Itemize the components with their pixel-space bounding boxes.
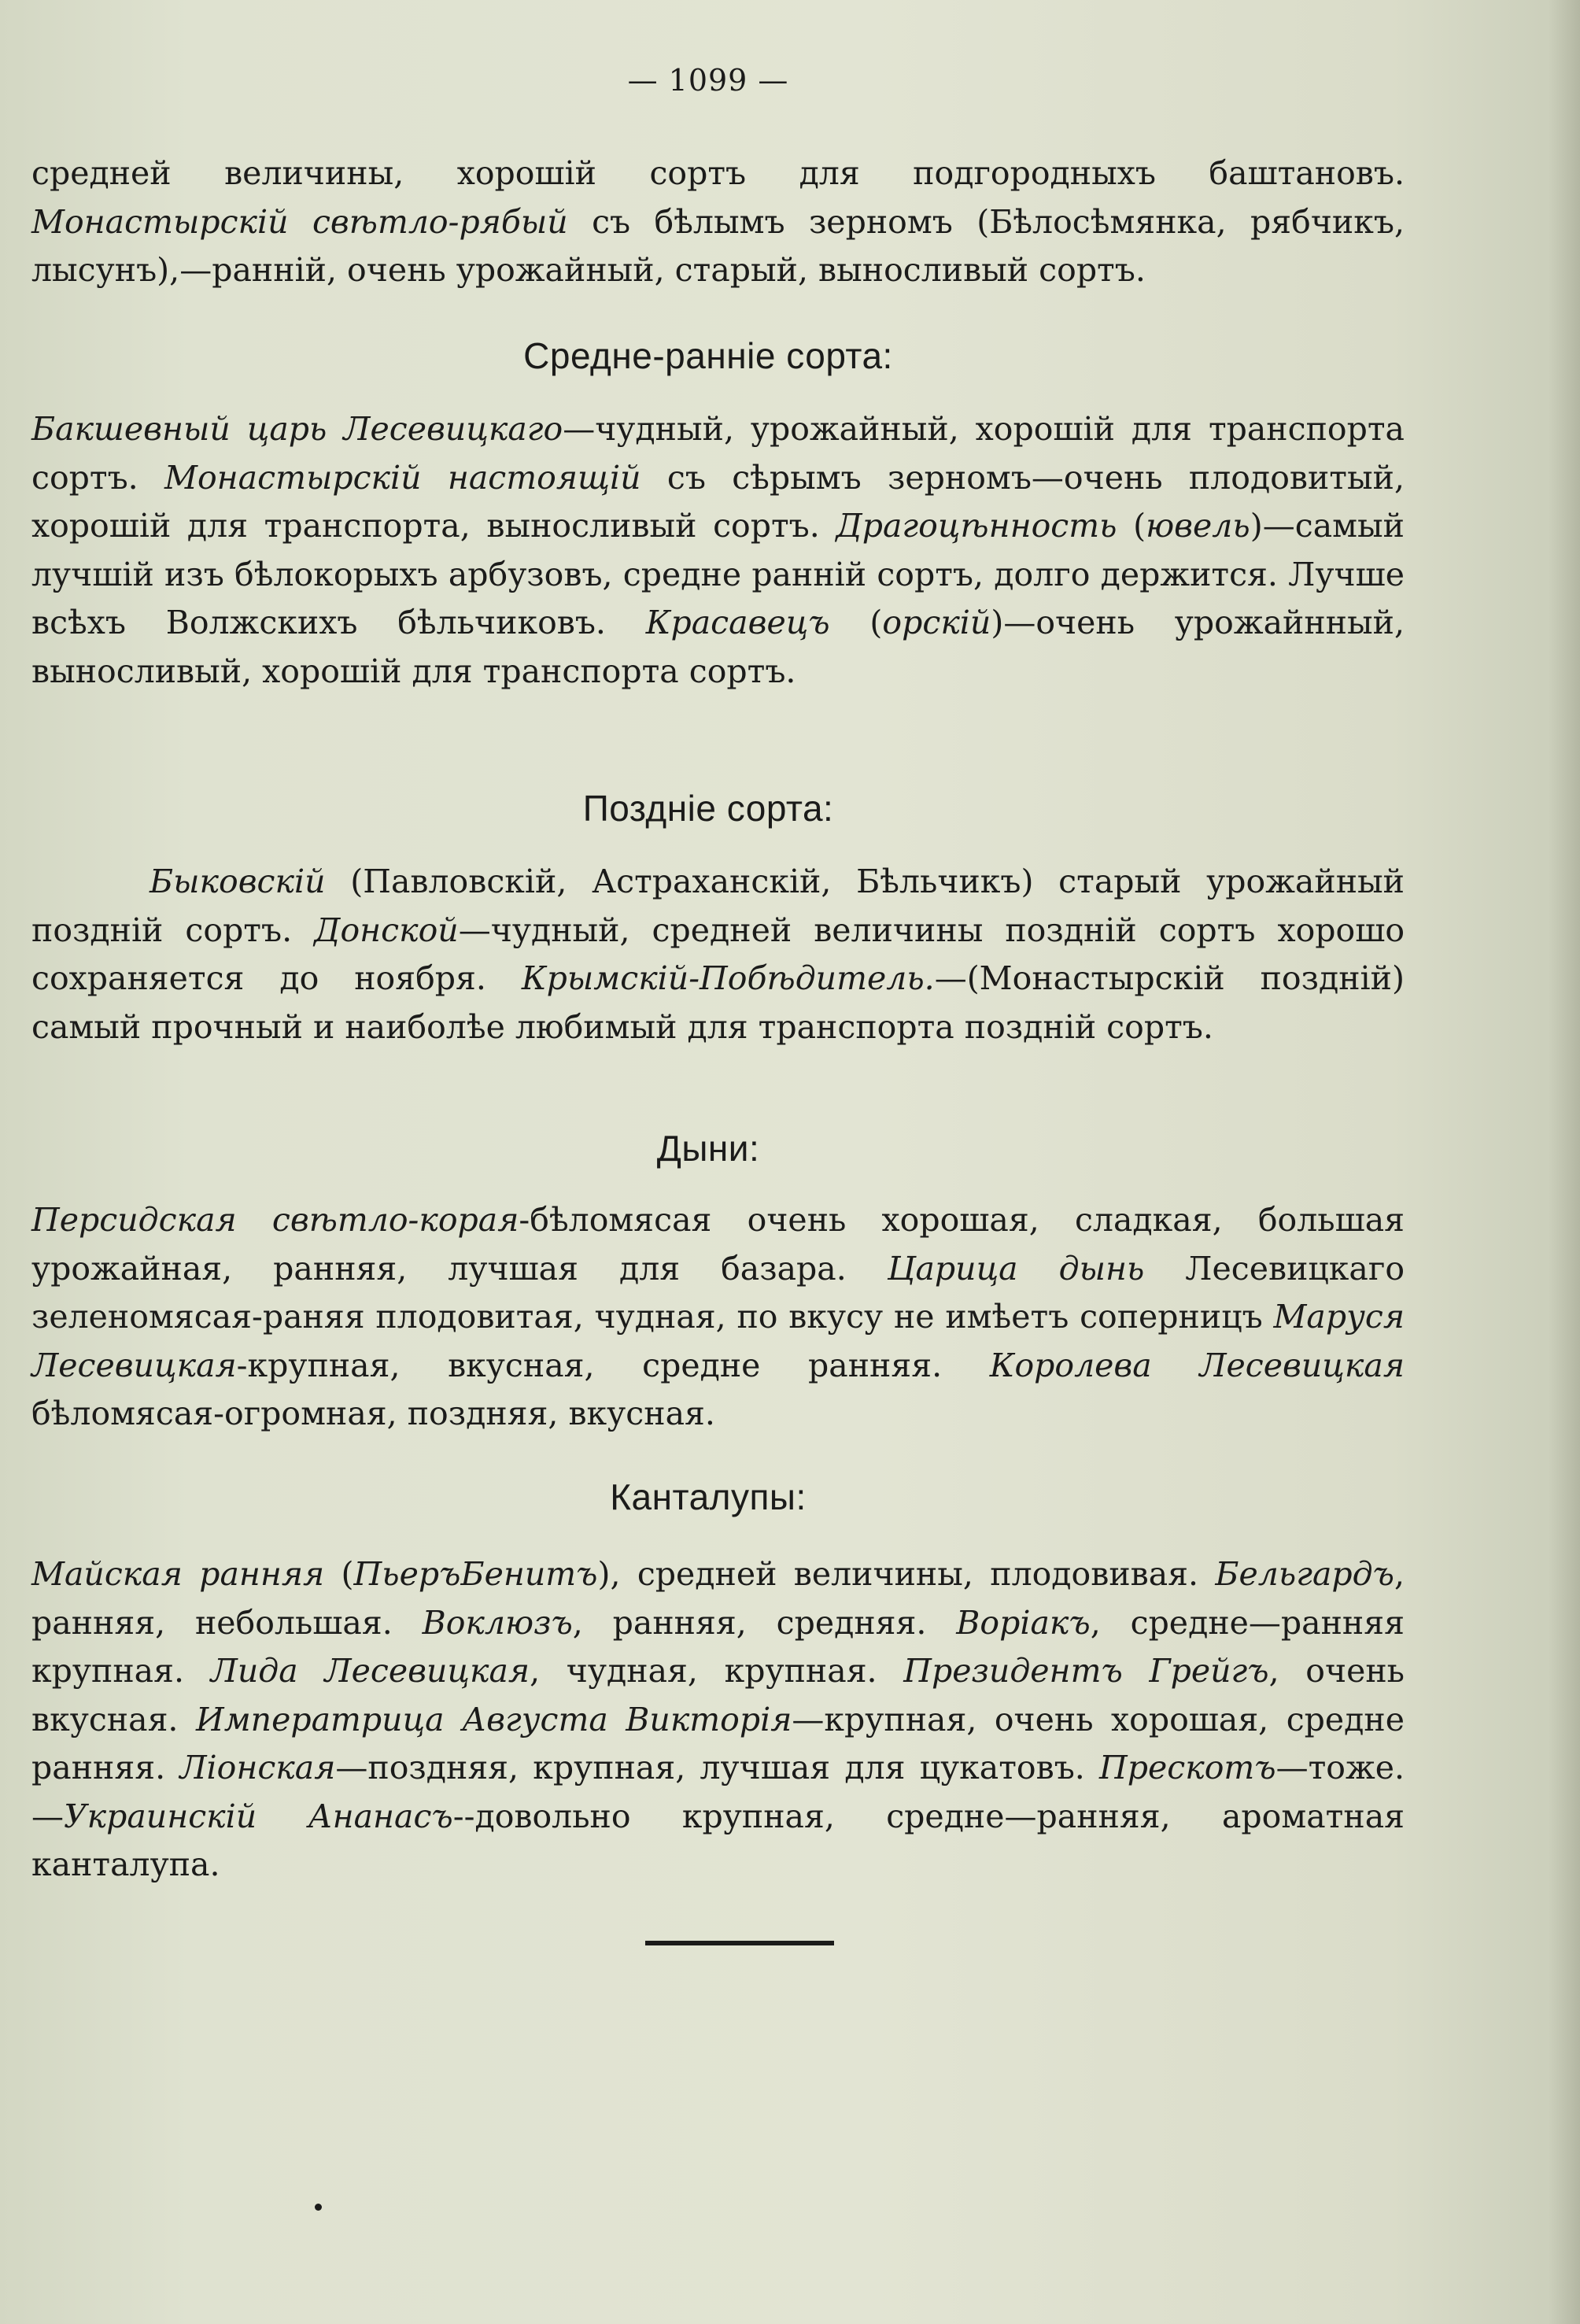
cantaloupes-text-11: --довольно крупная, средне—ранняя, ароматная канталупа.: [31, 1797, 1405, 1883]
cantaloupes-variety-11: Украинскій Ананасъ: [64, 1797, 453, 1835]
late-paragraph: [31, 858, 1405, 1051]
late-variety-2: Донской: [314, 911, 459, 949]
heading-mid-early: Средне-ранніе сорта:: [523, 335, 893, 376]
mid-early-variety-5: Красавецъ: [645, 604, 830, 641]
intro-variety-1: Монастырскій свѣтло-рябый: [31, 202, 568, 241]
cantaloupes-text-2: ), средней величины, плодовивая.: [597, 1555, 1216, 1593]
cantaloupes-text-4: , ранняя, средняя.: [572, 1603, 957, 1642]
section-end-rule: [645, 1941, 834, 1945]
cantaloupes-variety-1: Майская ранняя: [31, 1555, 325, 1593]
heading-cantaloupes: Канталупы:: [610, 1476, 807, 1517]
cantaloupes-text-8: —крупная, очень хорошая, средне ранняя.: [31, 1700, 1405, 1786]
cantaloupes-variety-6: Лида Лесевицкая: [210, 1652, 530, 1690]
mid-early-variety-4: ювель: [1146, 507, 1250, 545]
intro-text-1: средней величины, хорошій сортъ для подгородныхъ баштановъ.: [31, 154, 1405, 192]
late-text-2: —чудный, средней величины поздній сортъ хорошо сохраняется до ноября.: [31, 911, 1405, 997]
cantaloupes-text-9: —поздняя, крупная, лучшая для цукатовъ.: [335, 1749, 1100, 1786]
cantaloupes-variety-8: Императрица Августа Викторія: [195, 1700, 792, 1738]
cantaloupes-variety-5: Воріакъ: [956, 1603, 1091, 1642]
intro-paragraph: [31, 150, 1405, 295]
mid-early-variety-1: Бакшевный царь Лесевицкаго: [31, 410, 563, 448]
mid-early-text-1: —чудный, урожайный, хорошій для транспорта сортъ.: [31, 410, 1405, 497]
melons-paragraph: [31, 1196, 1405, 1439]
mid-early-text-3: (: [1117, 507, 1146, 545]
mid-early-variety-3: Драгоцѣнность: [836, 507, 1117, 545]
heading-late: Поздніе сорта:: [582, 788, 834, 829]
melons-variety-4: Королева Лесевицкая: [989, 1346, 1405, 1384]
melons-text-4: бѣломясая-огромная, поздняя, вкусная.: [31, 1395, 715, 1432]
mid-early-text-4: )—самый лучшій изъ бѣлокорыхъ арбузовъ, средне ранній сортъ, долго держится. Лучше всѣхъ Волжскихъ бѣльчиковъ.: [31, 507, 1405, 641]
cantaloupes-text-6: , чудная, крупная.: [530, 1652, 904, 1690]
cantaloupes-variety-2: ПьеръБенитъ: [353, 1555, 598, 1593]
mid-early-text-6: )—очень урожайнный, выносливый, хорошій для транспорта сортъ.: [31, 604, 1405, 690]
melons-text-1: -бѣломясая очень хорошая, сладкая, большая урожайная, ранняя, лучшая для базара.: [31, 1201, 1405, 1288]
intro-text-2: съ бѣлымъ зерномъ (Бѣлосѣмянка, рябчикъ, лысунъ),—ранній, очень урожайный, старый, выносливый сортъ.: [31, 202, 1405, 289]
cantaloupes-text-3: , ранняя, небольшая.: [31, 1555, 1405, 1642]
page-number: — 1099 —: [627, 63, 789, 98]
cantaloupes-variety-4: Воклюзъ: [422, 1603, 573, 1642]
late-text-3: —(Монастырскій поздній) самый прочный и наиболѣе любимый для транспорта поздній сортъ.: [31, 959, 1405, 1046]
cantaloupes-text-10: —тоже.—: [31, 1749, 1405, 1835]
melons-text-2: Лесевицкаго зеленомясая-раняя плодовитая, чудная, по вкусу не имѣетъ соперницъ: [31, 1249, 1405, 1336]
cantaloupes-variety-3: Бельгардъ: [1215, 1555, 1394, 1593]
mid-early-paragraph: [31, 405, 1405, 696]
late-variety-1: Быковскій: [150, 863, 326, 900]
heading-melons: Дыни:: [656, 1128, 760, 1169]
cantaloupes-variety-10: Прескотъ: [1099, 1749, 1276, 1786]
mid-early-variety-6: орскій: [882, 604, 991, 641]
mid-early-variety-2: Монастырскій настоящій: [164, 458, 641, 497]
cantaloupes-variety-9: Ліонская: [179, 1749, 336, 1786]
cantaloupes-variety-7: Президентъ Грейгъ: [903, 1652, 1269, 1690]
melons-variety-1: Персидская свѣтло-корая: [31, 1201, 519, 1239]
ink-speck: [315, 2204, 322, 2211]
melons-variety-2: Царица дынь: [887, 1249, 1145, 1288]
cantaloupes-text-7: , очень вкусная.: [31, 1652, 1405, 1738]
spine-shadow: [1549, 0, 1580, 2324]
mid-early-text-5: (: [829, 604, 883, 641]
cantaloupes-paragraph: [31, 1550, 1405, 1890]
melons-variety-3: Маруся Лесевицкая: [31, 1298, 1405, 1384]
cantaloupes-text-1: (: [324, 1555, 354, 1593]
melons-text-3: -крупная, вкусная, средне ранняя.: [236, 1346, 990, 1384]
mid-early-text-2: съ сѣрымъ зерномъ—очень плодовитый, хорошій для транспорта, выносливый сортъ.: [31, 458, 1405, 545]
cantaloupes-text-5: , средне—ранняя крупная.: [31, 1603, 1405, 1690]
late-variety-3: Крымскій-Побѣдитель.: [521, 959, 935, 997]
late-text-1: (Павловскій, Астраханскій, Бѣльчикъ) старый урожайный поздній сортъ.: [31, 863, 1405, 949]
